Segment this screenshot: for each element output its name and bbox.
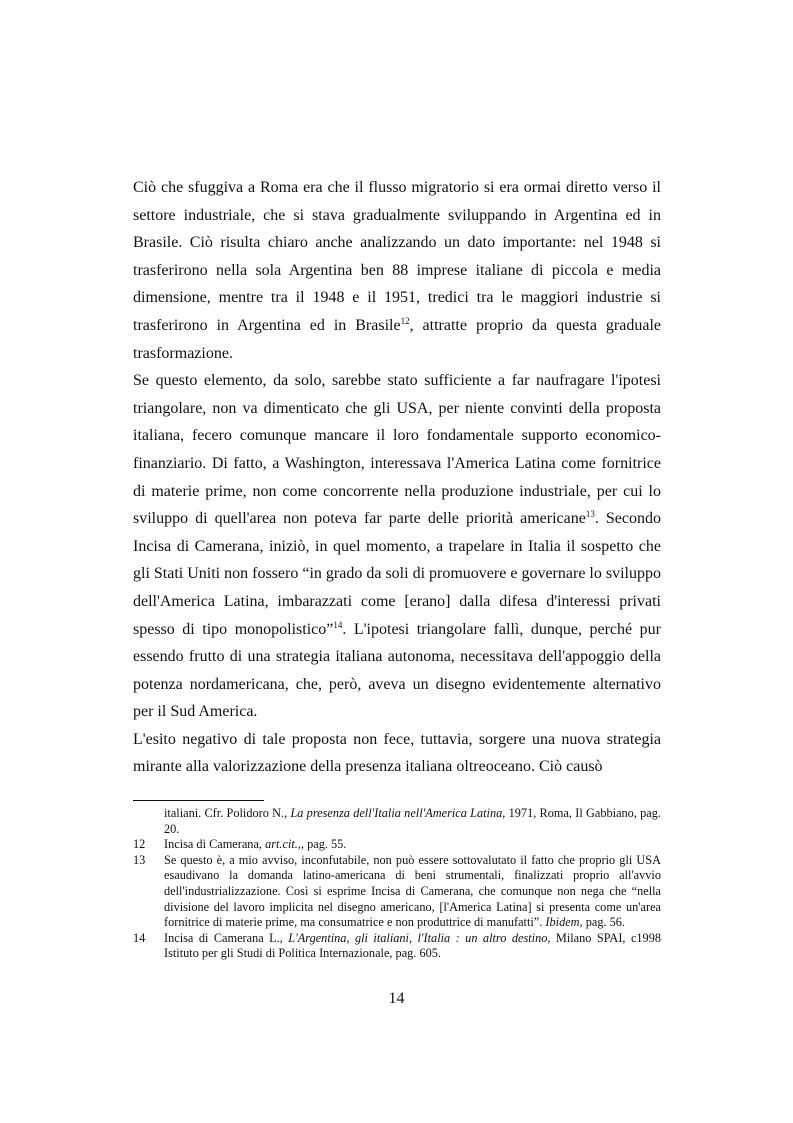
footnote-13-text: Se questo è, a mio avviso, inconfutabile, non può essere sottovalutato il fatto che proprio gli USA esaudivano la domanda latino-americana di beni strumentali, finalizzati proprio all'avvio dell'industrializzazione. Così si esprime Incisa di Camerana, che comunque non nega che “nella divisione del lavoro implicita nel disegno americano, [l'America Latina] si presenta come un'area fornitrice di materie prime, ma consumatrice e non produttrice di manufatti”. — [164, 852, 661, 930]
paragraph-1-text-a: Ciò che sfuggiva a Roma era che il flusso migratorio si era ormai diretto verso il settore industriale, che si stava gradualmente sviluppando in Argentina ed in Brasile. Ciò risulta chiaro anche analizzando un dato importante: nel 1948 si trasferirono nella sola Argentina ben 88 imprese italiane di piccola e media dimensione, mentre tra il 1948 e il 1951, tredici tra le maggiori industrie si trasferirono in Argentina ed in Brasile — [133, 179, 661, 334]
body-text — [133, 174, 661, 781]
footnote-13-tail: pag. 56. — [582, 915, 625, 930]
footnote-13-title: Ibidem, — [545, 915, 583, 930]
page-number: 14 — [388, 990, 405, 1007]
footnotes — [133, 806, 661, 962]
paragraph-1-text-b: , attratte proprio da questa graduale trasformazione. — [133, 316, 662, 362]
paragraph-2-text-c: . L'ipotesi triangolare fallì, dunque, perché pur essendo frutto di una strategia italiana autonoma, necessitava dell'appoggio della potenza nordamericana, che, però, aveva un disegno evidentemente alternativo per il Sud America. — [133, 620, 661, 721]
footnote-continuation-title: La presenza dell'Italia nell'America Latina, — [290, 806, 506, 820]
paragraph-1 — [133, 174, 661, 367]
footnote-12 — [133, 837, 661, 853]
footnote-14-tail: Milano SPAI, c1998 Istituto per gli Studi di Politica Internazionale, pag. 605. — [164, 930, 661, 961]
footnote-ref-12[interactable]: 12 — [400, 315, 410, 326]
paragraph-2 — [133, 367, 661, 726]
footnote-continuation-tail: 1971, Roma, Il Gabbiano, pag. 20. — [164, 806, 661, 836]
paragraph-3: L'esito negativo di tale proposta non fece, tuttavia, sorgere una nuova strategia mirante alla valorizzazione della presenza italiana oltreoceano. Ciò causò — [133, 730, 661, 776]
footnote-14-number: 14 — [133, 930, 146, 945]
footnote-12-tail: pag. 55. — [304, 837, 347, 852]
paragraph-2-text-a: Se questo elemento, da solo, sarebbe stato sufficiente a far naufragare l'ipotesi triangolare, non va dimenticato che gli USA, per niente convinti della proposta italiana, fecero comunque mancare il loro fondamentale supporto economico-finanziario. Di fatto, a Washington, interessava l'America Latina come fornitrice di materie prime, non come concorrente nella produzione industriale, per cui lo sviluppo di quell'area non poteva far parte delle priorità americane — [133, 372, 661, 528]
footnote-14-title: L'Argentina, gli italiani, l'Italia : un altro destino, — [288, 930, 551, 945]
footnote-12-text: Incisa di Camerana, — [164, 837, 266, 852]
footnote-continuation-text: italiani. Cfr. Polidoro N., — [164, 806, 291, 820]
footnote-13-number: 13 — [133, 852, 146, 867]
paragraph-2-text-b: . Secondo Incisa di Camerana, iniziò, in quel momento, a trapelare in Italia il sospetto che gli Stati Uniti non fossero “in grado da soli di promuovere e governare lo sviluppo dell'America Latina, imbarazzati come [erano] dalla difesa d'interessi privati spesso di tipo monopolistico” — [133, 510, 661, 638]
footnote-ref-13[interactable]: 13 — [585, 509, 595, 520]
footnote-12-title: art.cit.,, — [265, 837, 305, 852]
footnote-separator — [133, 800, 264, 801]
footnote-ref-14[interactable]: 14 — [333, 619, 343, 630]
footnote-14-text: Incisa di Camerana L., — [164, 930, 289, 945]
footnote-14 — [133, 931, 661, 962]
footnote-12-number: 12 — [133, 837, 146, 852]
footnote-continuation — [133, 806, 661, 837]
footnote-13 — [133, 853, 661, 931]
